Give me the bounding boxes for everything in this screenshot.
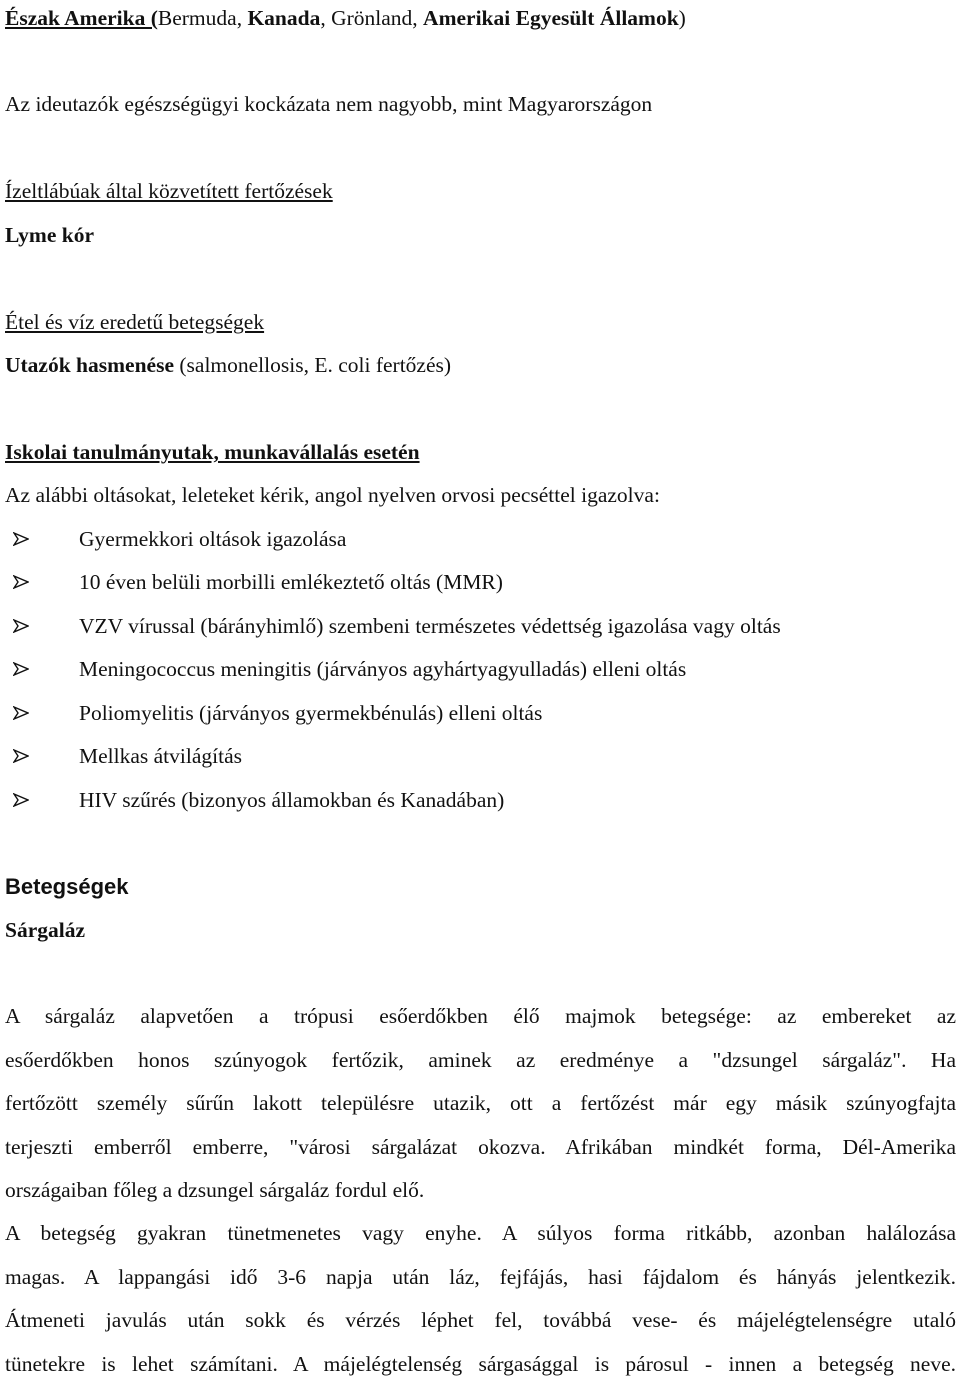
list-item-text: Mellkas átvilágítás	[79, 743, 242, 769]
travelers-diarrhea-detail: (salmonellosis, E. coli fertőzés)	[174, 353, 451, 377]
yellow-fever-heading: Sárgaláz	[5, 917, 85, 943]
list-item-text: Poliomyelitis (járványos gyermekbénulás) elleni oltás	[79, 700, 542, 726]
region-heading-canada: Kanada	[247, 6, 320, 30]
travelers-diarrhea-label: Utazók hasmenése	[5, 353, 174, 377]
paragraph-line: fertőzött személy sűrűn lakott településre utazik, ott a fertőzést már egy másik szúnyogfajta	[5, 1082, 956, 1126]
paragraph-line: országaiban főleg a dzsungel sárgaláz fordul elő.	[5, 1169, 956, 1213]
arrowhead-bullet-icon	[13, 575, 29, 589]
school-intro: Az alábbi oltásokat, leleteket kérik, angol nyelven orvosi pecséttel igazolva:	[5, 482, 660, 508]
arrowhead-bullet-icon	[13, 793, 29, 807]
school-heading: Iskolai tanulmányutak, munkavállalás esetén	[5, 439, 420, 465]
arrowhead-bullet-icon	[13, 662, 29, 676]
paragraph-line: magas. A lappangási idő 3-6 napja után láz, fejfájás, hasi fájdalom és hányás jelentkezik.	[5, 1256, 956, 1300]
list-item-text: Meningococcus meningitis (járványos agyhártyagyulladás) elleni oltás	[79, 656, 686, 682]
region-heading	[5, 5, 686, 31]
paragraph-line: tünetekre is lehet számítani. A májelégtelenség sárgasággal is párosul - innen a betegség neve.	[5, 1343, 956, 1386]
yellow-fever-paragraph-2	[5, 1212, 956, 1386]
diseases-heading: Betegségek	[5, 874, 129, 900]
paragraph-line: esőerdőkben honos szúnyogok fertőzik, aminek az eredménye a "dzsungel sárgaláz". Ha	[5, 1039, 956, 1083]
food-water-item	[5, 352, 451, 378]
list-item-text: HIV szűrés (bizonyos államokban és Kanadában)	[79, 787, 504, 813]
arrowhead-bullet-icon	[13, 749, 29, 763]
paragraph-line: A betegség gyakran tünetmenetes vagy enyhe. A súlyos forma ritkább, azonban halálozása	[5, 1212, 956, 1256]
arrowhead-bullet-icon	[13, 706, 29, 720]
paragraph-line: A sárgaláz alapvetően a trópusi esőerdőkben élő majmok betegsége: az embereket az	[5, 995, 956, 1039]
region-heading-greenland: , Grönland,	[320, 6, 423, 30]
risk-statement: Az ideutazók egészségügyi kockázata nem nagyobb, mint Magyarországon	[5, 91, 652, 117]
paragraph-line: Átmeneti javulás után sokk és vérzés léphet fel, továbbá vese- és májelégtelenségre utaló	[5, 1299, 956, 1343]
region-heading-close: )	[679, 6, 686, 30]
food-water-heading: Étel és víz eredetű betegségek	[5, 309, 264, 335]
arthropod-item-lyme: Lyme kór	[5, 222, 94, 248]
yellow-fever-paragraph-1	[5, 995, 956, 1213]
list-item-text: 10 éven belüli morbilli emlékeztető oltás (MMR)	[79, 569, 503, 595]
region-heading-bermuda: Bermuda,	[158, 6, 248, 30]
paragraph-line: terjeszti emberről emberre, "városi sárgalázat okozva. Afrikában mindkét forma, Dél-Amerika	[5, 1126, 956, 1170]
list-item-text: Gyermekkori oltások igazolása	[79, 526, 346, 552]
arrowhead-bullet-icon	[13, 619, 29, 633]
list-item-text: VZV vírussal (bárányhimlő) szembeni természetes védettség igazolása vagy oltás	[79, 613, 781, 639]
region-heading-usa: Amerikai Egyesült Államok	[423, 6, 679, 30]
arrowhead-bullet-icon	[13, 532, 29, 546]
region-heading-main: Észak Amerika (	[5, 6, 158, 30]
arthropod-heading: Ízeltlábúak által közvetített fertőzések	[5, 178, 333, 204]
